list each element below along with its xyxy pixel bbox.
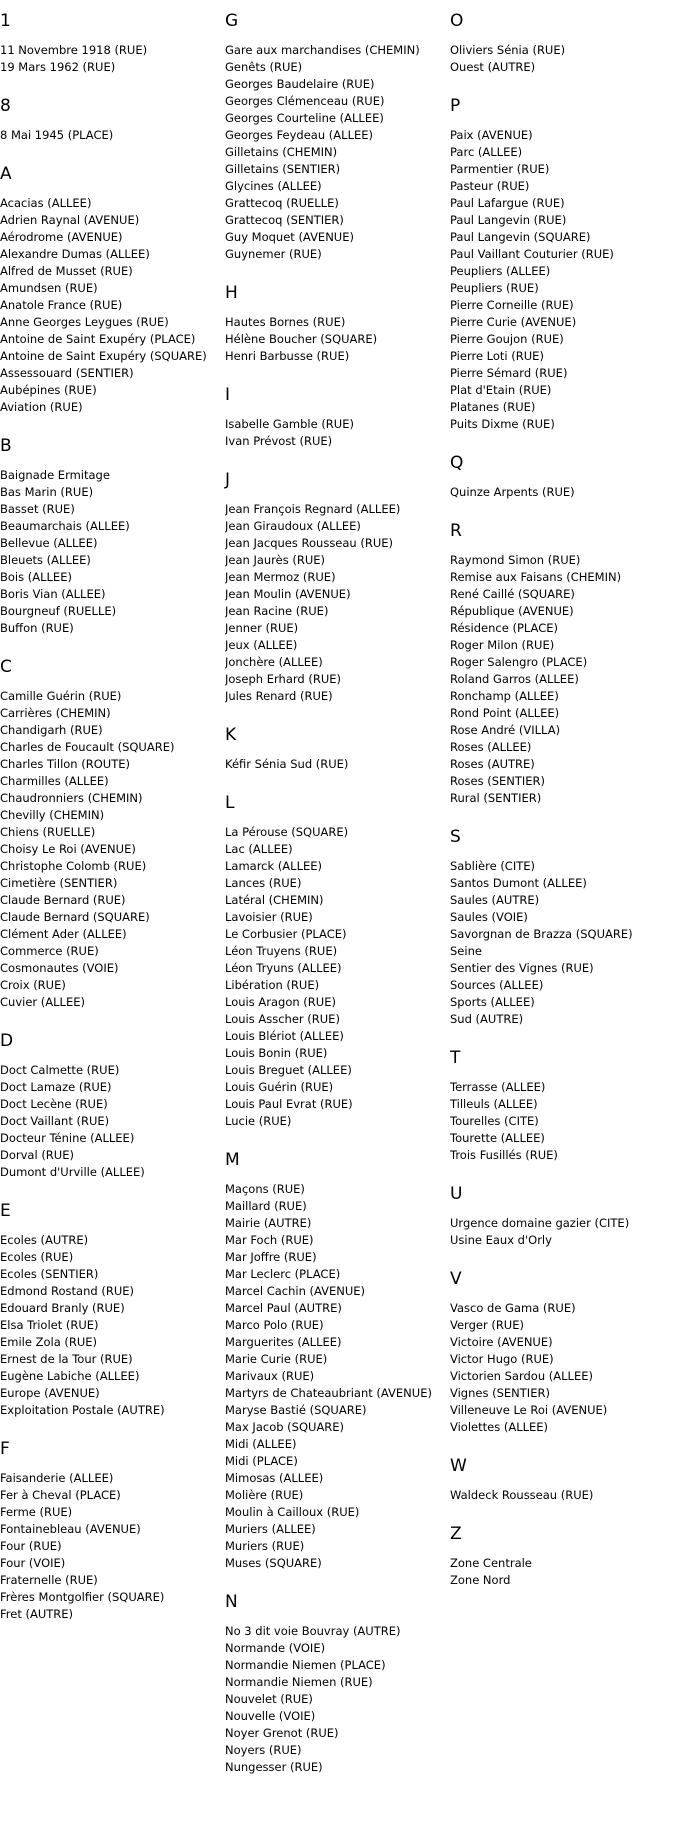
street-link[interactable]: Aérodrome (AVENUE): [0, 230, 123, 244]
letter-section: [0, 657, 225, 1011]
street-link[interactable]: Fraternelle (RUE): [0, 1573, 98, 1587]
street-list: [450, 858, 675, 1028]
street-link[interactable]: Nungesser (RUE): [225, 1760, 323, 1774]
street-link[interactable]: Quinze Arpents (RUE): [450, 485, 575, 499]
street-link[interactable]: Marcel Cachin (AVENUE): [225, 1284, 366, 1298]
street-link[interactable]: Gare aux marchandises (CHEMIN): [225, 43, 420, 57]
street-link[interactable]: Raymond Simon (RUE): [450, 553, 581, 567]
street-link[interactable]: Mar Joffre (RUE): [225, 1250, 317, 1264]
street-link[interactable]: Trois Fusillés (RUE): [450, 1148, 558, 1162]
street-link[interactable]: Nouvelet (RUE): [225, 1692, 313, 1706]
street-link[interactable]: Glycines (ALLEE): [225, 179, 322, 193]
letter-section: [0, 436, 225, 637]
street-link[interactable]: Savorgnan de Brazza (SQUARE): [450, 927, 633, 941]
street-link[interactable]: Parmentier (RUE): [450, 162, 550, 176]
street-list: [0, 1232, 225, 1419]
street-link[interactable]: Martyrs de Chateaubriant (AVENUE): [225, 1386, 432, 1400]
street-index-column-3: [450, 0, 675, 1609]
street-link[interactable]: Jules Renard (RUE): [225, 689, 333, 703]
street-link[interactable]: Ecoles (RUE): [0, 1250, 74, 1264]
street-link[interactable]: Zone Nord: [450, 1573, 511, 1587]
letter-section: [450, 1048, 675, 1164]
street-link[interactable]: Plat d'Etain (RUE): [450, 383, 552, 397]
street-link[interactable]: Lamarck (ALLEE): [225, 859, 323, 873]
street-link[interactable]: Buffon (RUE): [0, 621, 74, 635]
street-link[interactable]: Antoine de Saint Exupéry (SQUARE): [0, 349, 207, 363]
letter-section: [225, 11, 450, 263]
street-link[interactable]: Grattecoq (RUELLE): [225, 196, 339, 210]
street-list: [0, 1062, 225, 1181]
street-link[interactable]: Oliviers Sénia (RUE): [450, 43, 566, 57]
street-link[interactable]: Normandie Niemen (PLACE): [225, 1658, 386, 1672]
street-link[interactable]: Victoire (AVENUE): [450, 1335, 553, 1349]
street-link[interactable]: 11 Novembre 1918 (RUE): [0, 43, 148, 57]
street-list: [225, 416, 450, 450]
street-link[interactable]: Roses (SENTIER): [450, 774, 546, 788]
street-link[interactable]: Marco Polo (RUE): [225, 1318, 324, 1332]
street-link[interactable]: Genêts (RUE): [225, 60, 303, 74]
street-link[interactable]: Ouest (AUTRE): [450, 60, 536, 74]
street-link[interactable]: Anne Georges Leygues (RUE): [0, 315, 169, 329]
street-link[interactable]: Tilleuls (ALLEE): [450, 1097, 538, 1111]
street-link[interactable]: Ecoles (AUTRE): [0, 1233, 89, 1247]
street-link[interactable]: Muses (SQUARE): [225, 1556, 322, 1570]
street-link[interactable]: Jeux (ALLEE): [225, 638, 298, 652]
street-link[interactable]: Beaumarchais (ALLEE): [0, 519, 130, 533]
street-link[interactable]: Louis Blériot (ALLEE): [225, 1029, 344, 1043]
section-letter-heading: B: [0, 436, 12, 456]
street-link[interactable]: Elsa Triolet (RUE): [0, 1318, 99, 1332]
letter-section: [450, 827, 675, 1028]
street-link[interactable]: Docteur Ténine (ALLEE): [0, 1131, 135, 1145]
section-letter-heading: P: [450, 96, 461, 116]
letter-section: [0, 96, 225, 144]
street-link[interactable]: Amundsen (RUE): [0, 281, 98, 295]
letter-section: [450, 1269, 675, 1436]
street-link[interactable]: Roger Milon (RUE): [450, 638, 555, 652]
street-link[interactable]: Usine Eaux d'Orly: [450, 1233, 552, 1247]
section-letter-heading: I: [225, 385, 231, 405]
street-link[interactable]: Midi (PLACE): [225, 1454, 298, 1468]
street-link[interactable]: Noyer Grenot (RUE): [225, 1726, 339, 1740]
section-letter-heading: A: [0, 164, 12, 184]
street-link[interactable]: No 3 dit voie Bouvray (AUTRE): [225, 1624, 401, 1638]
street-link[interactable]: 8 Mai 1945 (PLACE): [0, 128, 114, 142]
street-link[interactable]: Ernest de la Tour (RUE): [0, 1352, 133, 1366]
street-link[interactable]: Claude Bernard (RUE): [0, 893, 126, 907]
street-link[interactable]: Paix (AVENUE): [450, 128, 533, 142]
street-link[interactable]: Exploitation Postale (AUTRE): [0, 1403, 165, 1417]
street-link[interactable]: Bois (ALLEE): [0, 570, 72, 584]
street-link[interactable]: Edmond Rostand (RUE): [0, 1284, 134, 1298]
street-link[interactable]: Faisanderie (ALLEE): [0, 1471, 114, 1485]
street-link[interactable]: Kéfir Sénia Sud (RUE): [225, 757, 349, 771]
street-link[interactable]: Tourette (ALLEE): [450, 1131, 545, 1145]
street-link[interactable]: Doct Vaillant (RUE): [0, 1114, 110, 1128]
street-link[interactable]: Mar Foch (RUE): [225, 1233, 314, 1247]
street-link[interactable]: La Pérouse (SQUARE): [225, 825, 349, 839]
street-link[interactable]: Eugène Labiche (ALLEE): [0, 1369, 140, 1383]
street-link[interactable]: Marcel Paul (AUTRE): [225, 1301, 342, 1315]
street-link[interactable]: Sablière (CITE): [450, 859, 536, 873]
street-link[interactable]: Grattecoq (SENTIER): [225, 213, 344, 227]
street-link[interactable]: Pierre Sémard (RUE): [450, 366, 568, 380]
street-link[interactable]: Bas Marin (RUE): [0, 485, 94, 499]
street-link[interactable]: Claude Bernard (SQUARE): [0, 910, 150, 924]
street-link[interactable]: Marguerites (ALLEE): [225, 1335, 342, 1349]
street-list: [450, 1079, 675, 1164]
street-list: [225, 501, 450, 705]
street-link[interactable]: Molière (RUE): [225, 1488, 304, 1502]
street-link[interactable]: Joseph Erhard (RUE): [225, 672, 341, 686]
street-link[interactable]: Léon Truyens (RUE): [225, 944, 338, 958]
letter-section: [450, 1524, 675, 1589]
street-link[interactable]: Peupliers (RUE): [450, 281, 539, 295]
street-link[interactable]: Mimosas (ALLEE): [225, 1471, 324, 1485]
street-link[interactable]: Marivaux (RUE): [225, 1369, 315, 1383]
street-link[interactable]: Jenner (RUE): [225, 621, 299, 635]
street-link[interactable]: Pierre Curie (AVENUE): [450, 315, 577, 329]
street-link[interactable]: Chaudronniers (CHEMIN): [0, 791, 143, 805]
section-letter-heading: V: [450, 1269, 462, 1289]
street-link[interactable]: Camille Guérin (RUE): [0, 689, 122, 703]
street-list: [450, 1215, 675, 1249]
street-list: [0, 42, 225, 76]
street-link[interactable]: Tourelles (CITE): [450, 1114, 539, 1128]
street-link[interactable]: Roses (ALLEE): [450, 740, 532, 754]
street-link[interactable]: Aubépines (RUE): [0, 383, 97, 397]
street-link[interactable]: Platanes (RUE): [450, 400, 536, 414]
street-link[interactable]: Clément Ader (ALLEE): [0, 927, 127, 941]
street-link[interactable]: Ronchamp (ALLEE): [450, 689, 559, 703]
street-link[interactable]: Georges Baudelaire (RUE): [225, 77, 375, 91]
street-link[interactable]: Charles Tillon (ROUTE): [0, 757, 130, 771]
letter-section: [450, 96, 675, 433]
section-letter-heading: R: [450, 521, 462, 541]
street-link[interactable]: Paul Langevin (RUE): [450, 213, 567, 227]
letter-section: [450, 453, 675, 501]
street-link[interactable]: Dorval (RUE): [0, 1148, 74, 1162]
street-link[interactable]: Vignes (SENTIER): [450, 1386, 550, 1400]
street-link[interactable]: Jean Jacques Rousseau (RUE): [225, 536, 394, 550]
street-link[interactable]: Bourgneuf (RUELLE): [0, 604, 117, 618]
street-link[interactable]: Guy Moquet (AVENUE): [225, 230, 354, 244]
street-link[interactable]: Jean Mermoz (RUE): [225, 570, 336, 584]
street-link[interactable]: Rural (SENTIER): [450, 791, 542, 805]
street-link[interactable]: Libération (RUE): [225, 978, 320, 992]
street-link[interactable]: Normande (VOIE): [225, 1641, 326, 1655]
street-link[interactable]: Résidence (PLACE): [450, 621, 558, 635]
street-link[interactable]: Peupliers (ALLEE): [450, 264, 551, 278]
street-link[interactable]: Paul Lafargue (RUE): [450, 196, 565, 210]
section-letter-heading: T: [450, 1048, 461, 1068]
street-link[interactable]: Villeneuve Le Roi (AVENUE): [450, 1403, 608, 1417]
street-link[interactable]: Roland Garros (ALLEE): [450, 672, 579, 686]
section-letter-heading: D: [0, 1031, 14, 1051]
street-link[interactable]: Boris Vian (ALLEE): [0, 587, 106, 601]
letter-section: [450, 11, 675, 76]
street-link[interactable]: Vasco de Gama (RUE): [450, 1301, 576, 1315]
street-link[interactable]: Doct Lamaze (RUE): [0, 1080, 112, 1094]
street-link[interactable]: Emile Zola (RUE): [0, 1335, 98, 1349]
street-link[interactable]: Alexandre Dumas (ALLEE): [0, 247, 150, 261]
letter-section: [0, 11, 225, 76]
street-link[interactable]: Alfred de Musset (RUE): [0, 264, 133, 278]
street-link[interactable]: Acacias (ALLEE): [0, 196, 92, 210]
street-link[interactable]: Max Jacob (SQUARE): [225, 1420, 345, 1434]
street-link[interactable]: Lac (ALLEE): [225, 842, 293, 856]
street-link[interactable]: Jean Moulin (AVENUE): [225, 587, 351, 601]
street-link[interactable]: Croix (RUE): [0, 978, 66, 992]
street-list: [225, 756, 450, 773]
section-letter-heading: O: [450, 11, 464, 31]
street-list: [0, 688, 225, 1011]
street-link[interactable]: Fontainebleau (AVENUE): [0, 1522, 141, 1536]
street-link[interactable]: Hélène Boucher (SQUARE): [225, 332, 378, 346]
street-link[interactable]: Moulin à Cailloux (RUE): [225, 1505, 360, 1519]
street-link[interactable]: Antoine de Saint Exupéry (PLACE): [0, 332, 196, 346]
letter-section: [450, 1184, 675, 1249]
street-link[interactable]: Frères Montgolfier (SQUARE): [0, 1590, 165, 1604]
street-link[interactable]: Latéral (CHEMIN): [225, 893, 324, 907]
street-list: [0, 467, 225, 637]
street-link[interactable]: Jean Giraudoux (ALLEE): [225, 519, 361, 533]
street-link[interactable]: Noyers (RUE): [225, 1743, 302, 1757]
street-list: [225, 42, 450, 263]
street-link[interactable]: Isabelle Gamble (RUE): [225, 417, 354, 431]
street-link[interactable]: Roger Salengro (PLACE): [450, 655, 588, 669]
street-list: [0, 127, 225, 144]
street-link[interactable]: Charles de Foucault (SQUARE): [0, 740, 175, 754]
street-link[interactable]: Sud (AUTRE): [450, 1012, 524, 1026]
letter-section: [225, 1592, 450, 1776]
section-letter-heading: F: [0, 1439, 10, 1459]
street-link[interactable]: Bellevue (ALLEE): [0, 536, 98, 550]
street-link[interactable]: Doct Calmette (RUE): [0, 1063, 120, 1077]
street-link[interactable]: Pasteur (RUE): [450, 179, 530, 193]
street-link[interactable]: Choisy Le Roi (AVENUE): [0, 842, 136, 856]
street-link[interactable]: Henri Barbusse (RUE): [225, 349, 350, 363]
section-letter-heading: C: [0, 657, 12, 677]
street-link[interactable]: Ecoles (SENTIER): [0, 1267, 99, 1281]
street-link[interactable]: 19 Mars 1962 (RUE): [0, 60, 116, 74]
street-link[interactable]: Maillard (RUE): [225, 1199, 307, 1213]
street-link[interactable]: Violettes (ALLEE): [450, 1420, 549, 1434]
letter-section: [225, 470, 450, 705]
section-letter-heading: K: [225, 725, 237, 745]
street-link[interactable]: Marie Curie (RUE): [225, 1352, 328, 1366]
street-link[interactable]: Aviation (RUE): [0, 400, 83, 414]
street-link[interactable]: Baignade Ermitage: [0, 468, 110, 482]
letter-section: [0, 1439, 225, 1623]
street-link[interactable]: Charmilles (ALLEE): [0, 774, 109, 788]
street-link[interactable]: République (AVENUE): [450, 604, 574, 618]
street-link[interactable]: Verger (RUE): [450, 1318, 524, 1332]
letter-section: [450, 1456, 675, 1504]
street-link[interactable]: Jonchère (ALLEE): [225, 655, 323, 669]
street-link[interactable]: Assessouard (SENTIER): [0, 366, 134, 380]
street-link[interactable]: Sports (ALLEE): [450, 995, 535, 1009]
street-list: [450, 1555, 675, 1589]
street-link[interactable]: Basset (RUE): [0, 502, 75, 516]
street-link[interactable]: René Caillé (SQUARE): [450, 587, 575, 601]
street-link[interactable]: Guynemer (RUE): [225, 247, 322, 261]
street-link[interactable]: Victorien Sardou (ALLEE): [450, 1369, 593, 1383]
street-link[interactable]: Chiens (RUELLE): [0, 825, 96, 839]
section-letter-heading: N: [225, 1592, 238, 1612]
street-link[interactable]: Cosmonautes (VOIE): [0, 961, 119, 975]
street-link[interactable]: Chevilly (CHEMIN): [0, 808, 105, 822]
street-link[interactable]: Mar Leclerc (PLACE): [225, 1267, 341, 1281]
letter-section: [0, 164, 225, 416]
letter-section: [225, 283, 450, 365]
street-link[interactable]: Gilletains (CHEMIN): [225, 145, 338, 159]
street-list: [225, 314, 450, 365]
letter-section: [225, 793, 450, 1130]
letter-section: [225, 385, 450, 450]
street-link[interactable]: Louis Paul Evrat (RUE): [225, 1097, 353, 1111]
street-link[interactable]: Jean François Regnard (ALLEE): [225, 502, 401, 516]
street-link[interactable]: Ivan Prévost (RUE): [225, 434, 333, 448]
street-link[interactable]: Saules (VOIE): [450, 910, 528, 924]
street-link[interactable]: Rose André (VILLA): [450, 723, 561, 737]
street-link[interactable]: Jean Racine (RUE): [225, 604, 329, 618]
street-link[interactable]: Sentier des Vignes (RUE): [450, 961, 594, 975]
street-list: [450, 552, 675, 807]
street-link[interactable]: Rond Point (ALLEE): [450, 706, 560, 720]
street-link[interactable]: Victor Hugo (RUE): [450, 1352, 554, 1366]
street-list: [0, 1470, 225, 1623]
section-letter-heading: 8: [0, 96, 11, 116]
street-link[interactable]: Louis Aragon (RUE): [225, 995, 336, 1009]
street-link[interactable]: Lances (RUE): [225, 876, 302, 890]
street-link[interactable]: Puits Dixme (RUE): [450, 417, 555, 431]
letter-section: [0, 1031, 225, 1181]
section-letter-heading: J: [225, 470, 231, 490]
street-link[interactable]: Seine: [450, 944, 482, 958]
street-link[interactable]: Georges Clémenceau (RUE): [225, 94, 385, 108]
street-link[interactable]: Cuvier (ALLEE): [0, 995, 85, 1009]
street-link[interactable]: Le Corbusier (PLACE): [225, 927, 347, 941]
street-link[interactable]: Ferme (RUE): [0, 1505, 73, 1519]
letter-section: [0, 1201, 225, 1419]
street-link[interactable]: Louis Guérin (RUE): [225, 1080, 334, 1094]
street-link[interactable]: Lavoisier (RUE): [225, 910, 313, 924]
section-letter-heading: U: [450, 1184, 463, 1204]
letter-section: [450, 521, 675, 807]
street-link[interactable]: Georges Feydeau (ALLEE): [225, 128, 373, 142]
street-list: [0, 195, 225, 416]
letter-section: [225, 1150, 450, 1572]
street-link[interactable]: Hautes Bornes (RUE): [225, 315, 346, 329]
street-link[interactable]: Midi (ALLEE): [225, 1437, 297, 1451]
street-list: [225, 1181, 450, 1572]
street-link[interactable]: Pierre Loti (RUE): [450, 349, 544, 363]
street-link[interactable]: Chandigarh (RUE): [0, 723, 103, 737]
street-link[interactable]: Maryse Bastié (SQUARE): [225, 1403, 367, 1417]
section-letter-heading: Z: [450, 1524, 462, 1544]
street-link[interactable]: Fer à Cheval (PLACE): [0, 1488, 121, 1502]
street-link[interactable]: Louis Breguet (ALLEE): [225, 1063, 352, 1077]
street-link[interactable]: Remise aux Faisans (CHEMIN): [450, 570, 622, 584]
street-index-column-1: [0, 0, 225, 1643]
section-letter-heading: W: [450, 1456, 467, 1476]
street-list: [450, 1300, 675, 1436]
street-link[interactable]: Adrien Raynal (AVENUE): [0, 213, 140, 227]
street-list: [225, 1623, 450, 1776]
street-list: [450, 127, 675, 433]
street-link[interactable]: Pierre Corneille (RUE): [450, 298, 574, 312]
street-link[interactable]: Sources (ALLEE): [450, 978, 544, 992]
street-list: [450, 484, 675, 501]
street-link[interactable]: Europe (AVENUE): [0, 1386, 100, 1400]
street-link[interactable]: Edouard Branly (RUE): [0, 1301, 125, 1315]
street-link[interactable]: Dumont d'Urville (ALLEE): [0, 1165, 145, 1179]
section-letter-heading: L: [225, 793, 235, 813]
street-link[interactable]: Nouvelle (VOIE): [225, 1709, 316, 1723]
section-letter-heading: E: [0, 1201, 11, 1221]
street-link[interactable]: Muriers (RUE): [225, 1539, 305, 1553]
street-link[interactable]: Waldeck Rousseau (RUE): [450, 1488, 594, 1502]
section-letter-heading: G: [225, 11, 239, 31]
section-letter-heading: H: [225, 283, 238, 303]
street-link[interactable]: Zone Centrale: [450, 1556, 532, 1570]
street-link[interactable]: Saules (AUTRE): [450, 893, 540, 907]
street-link[interactable]: Fret (AUTRE): [0, 1607, 74, 1621]
street-link[interactable]: Bleuets (ALLEE): [0, 553, 91, 567]
street-link[interactable]: Normandie Niemen (RUE): [225, 1675, 373, 1689]
street-link[interactable]: Muriers (ALLEE): [225, 1522, 316, 1536]
section-letter-heading: Q: [450, 453, 464, 473]
street-link[interactable]: Terrasse (ALLEE): [450, 1080, 546, 1094]
street-list: [450, 1487, 675, 1504]
section-letter-heading: 1: [0, 11, 11, 31]
street-link[interactable]: Louis Bonin (RUE): [225, 1046, 328, 1060]
street-link[interactable]: Mairie (AUTRE): [225, 1216, 312, 1230]
section-letter-heading: M: [225, 1150, 240, 1170]
street-link[interactable]: Paul Langevin (SQUARE): [450, 230, 591, 244]
street-link[interactable]: Pierre Goujon (RUE): [450, 332, 564, 346]
street-link[interactable]: Urgence domaine gazier (CITE): [450, 1216, 630, 1230]
section-letter-heading: S: [450, 827, 461, 847]
street-link[interactable]: Maçons (RUE): [225, 1182, 305, 1196]
street-link[interactable]: Lucie (RUE): [225, 1114, 292, 1128]
street-link[interactable]: Roses (AUTRE): [450, 757, 535, 771]
street-link[interactable]: Louis Asscher (RUE): [225, 1012, 340, 1026]
street-link[interactable]: Jean Jaurès (RUE): [225, 553, 326, 567]
street-list: [450, 42, 675, 76]
street-link[interactable]: Four (VOIE): [0, 1556, 66, 1570]
street-link[interactable]: Doct Lecène (RUE): [0, 1097, 108, 1111]
street-link[interactable]: Cimetière (SENTIER): [0, 876, 118, 890]
street-link[interactable]: Carrières (CHEMIN): [0, 706, 111, 720]
street-index-column-2: [225, 0, 450, 1796]
street-link[interactable]: Anatole France (RUE): [0, 298, 123, 312]
street-link[interactable]: Four (RUE): [0, 1539, 62, 1553]
street-link[interactable]: Santos Dumont (ALLEE): [450, 876, 587, 890]
street-link[interactable]: Georges Courteline (ALLEE): [225, 111, 384, 125]
street-link[interactable]: Christophe Colomb (RUE): [0, 859, 147, 873]
street-list: [225, 824, 450, 1130]
street-link[interactable]: Commerce (RUE): [0, 944, 99, 958]
street-link[interactable]: Paul Vaillant Couturier (RUE): [450, 247, 614, 261]
street-link[interactable]: Gilletains (SENTIER): [225, 162, 341, 176]
street-link[interactable]: Parc (ALLEE): [450, 145, 523, 159]
letter-section: [225, 725, 450, 773]
street-link[interactable]: Léon Tryuns (ALLEE): [225, 961, 342, 975]
